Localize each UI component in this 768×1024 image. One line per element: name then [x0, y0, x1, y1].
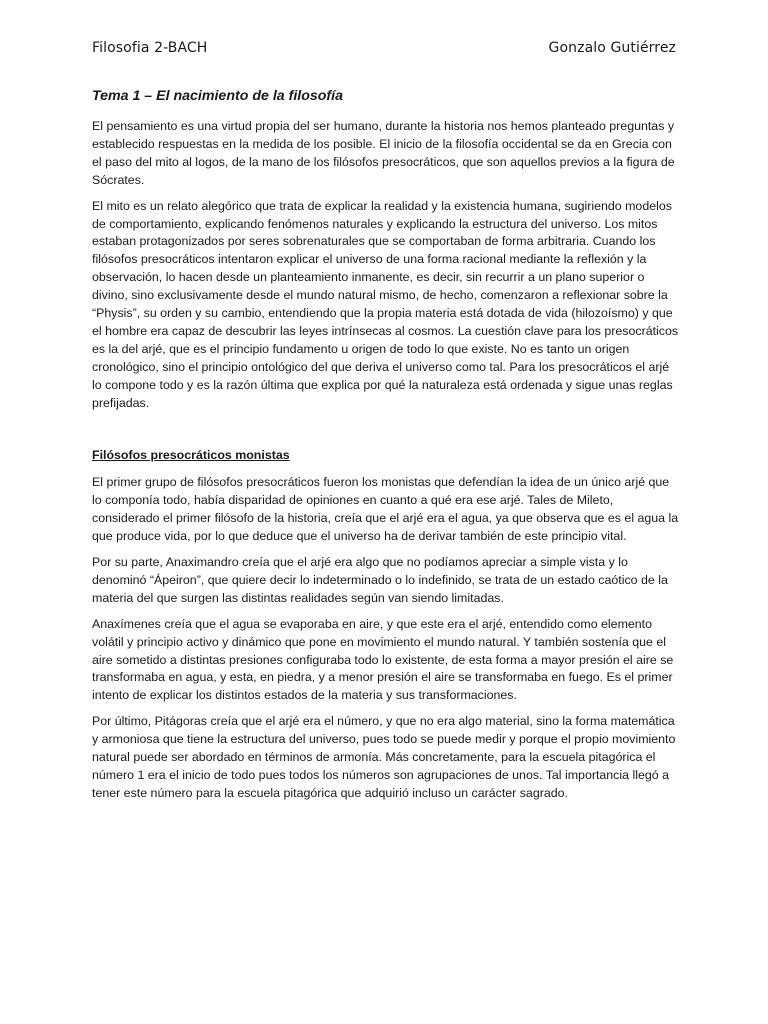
- page-header: [92, 40, 676, 62]
- section-heading: Filósofos presocráticos monistas: [92, 447, 290, 462]
- paragraph-anaximenes: Anaxímenes creía que el agua se evaporaba en aire, y que este era el arjé, entendido como elemento volátil y principio activo y dinámico que pone en movimiento el mundo natural. Y también sostenía que el aire sometido a distintas presiones configuraba todo lo existente, de esta forma a mayor presión el aire se transformaba en agua, y esta, en piedra, y a menor presión el aire se transformaba en fuego. Es el primer intento de explicar los distintos estados de la materia y sus transformaciones.: [92, 616, 674, 703]
- header-course: Filosofia 2-BACH: [92, 40, 208, 56]
- paragraph-intro-1: El pensamiento es una virtud propia del ser humano, durante la historia nos hemos planteado preguntas y establecido respuestas en la medida de los posible. El inicio de la filosofía occidental se da en Grecia con el paso del mito al logos, de la mano de los filósofos presocráticos, que son aquellos previos a la figura de Sócrates.: [92, 119, 675, 187]
- paragraph-anaximandro: Por su parte, Anaximandro creía que el arjé era algo que no podíamos apreciar a simple vista y lo denominó “Ápeiron”, que quiere decir lo indeterminado o lo indefinido, se trata de un estado caótico de la materia del que surgen las distintas realidades según van siendo limitadas.: [92, 555, 668, 605]
- paragraph-tales: El primer grupo de filósofos presocráticos fueron los monistas que defendían la idea de un único arjé que lo componía todo, había disparidad de opiniones en cuanto a qué era ese arjé. Tales de Mileto, considerado el primer filósofo de la historia, creía que el arjé era el agua, ya que observa que es el agua la que produce vida, por lo que deduce que el universo ha de derivar también de este principio vital.: [92, 475, 679, 544]
- blank-line: [92, 421, 680, 447]
- paragraph-pitagoras: Por último, Pitágoras creía que el arjé era el número, y que no era algo material, sino la forma matemática y armoniosa que tiene la estructura del universo, pues todo se puede medir y porque el propio movimiento natural puede ser abordado en términos de armonía. Más concretamente, para la escuela pitagórica el número 1 era el inicio de todo pues todos los números son agrupaciones de unos. Tal importancia llegó a tener este número para la escuela pitagórica que adquirió incluso un carácter sagrado.: [92, 714, 676, 800]
- header-author: Gonzalo Gutiérrez: [548, 40, 676, 56]
- document-title: Tema 1 – El nacimiento de la filosofía: [92, 88, 343, 104]
- document-body: [92, 86, 680, 811]
- paragraph-intro-2: El mito es un relato alegórico que trata de explicar la realidad y la existencia humana, sugiriendo modelos de comportamiento, explicando fenómenos naturales y explicando la estructura del universo. Los mitos estaban protagonizados por seres sobrenaturales que se comportaban de forma arbitraria. Cuando los filósofos presocráticos intentaron explicar el universo de una forma racional mediante la reflexión y la observación, lo hacen desde un planteamiento inmanente, es decir, sin recurrir a un plano superior o divino, sino exclusivamente desde el mundo natural mismo, de hecho, comenzaron a reflexionar sobre la “Physis”, su orden y su cambio, entendiendo que la propia materia está dotada de vida (hilozoísmo) y que el hombre era capaz de descubrir las leyes intrínsecas al cosmos. La cuestión clave para los presocráticos es la del arjé, que es el principio fundamento u origen de todo lo que existe. No es tanto un origen cronológico, sino el principio ontológico del que deriva el universo como tal. Para los presocráticos el arjé lo compone todo y es la razón última que explica por qué la naturaleza está ordenada y sigue unas reglas prefijadas.: [92, 198, 679, 410]
